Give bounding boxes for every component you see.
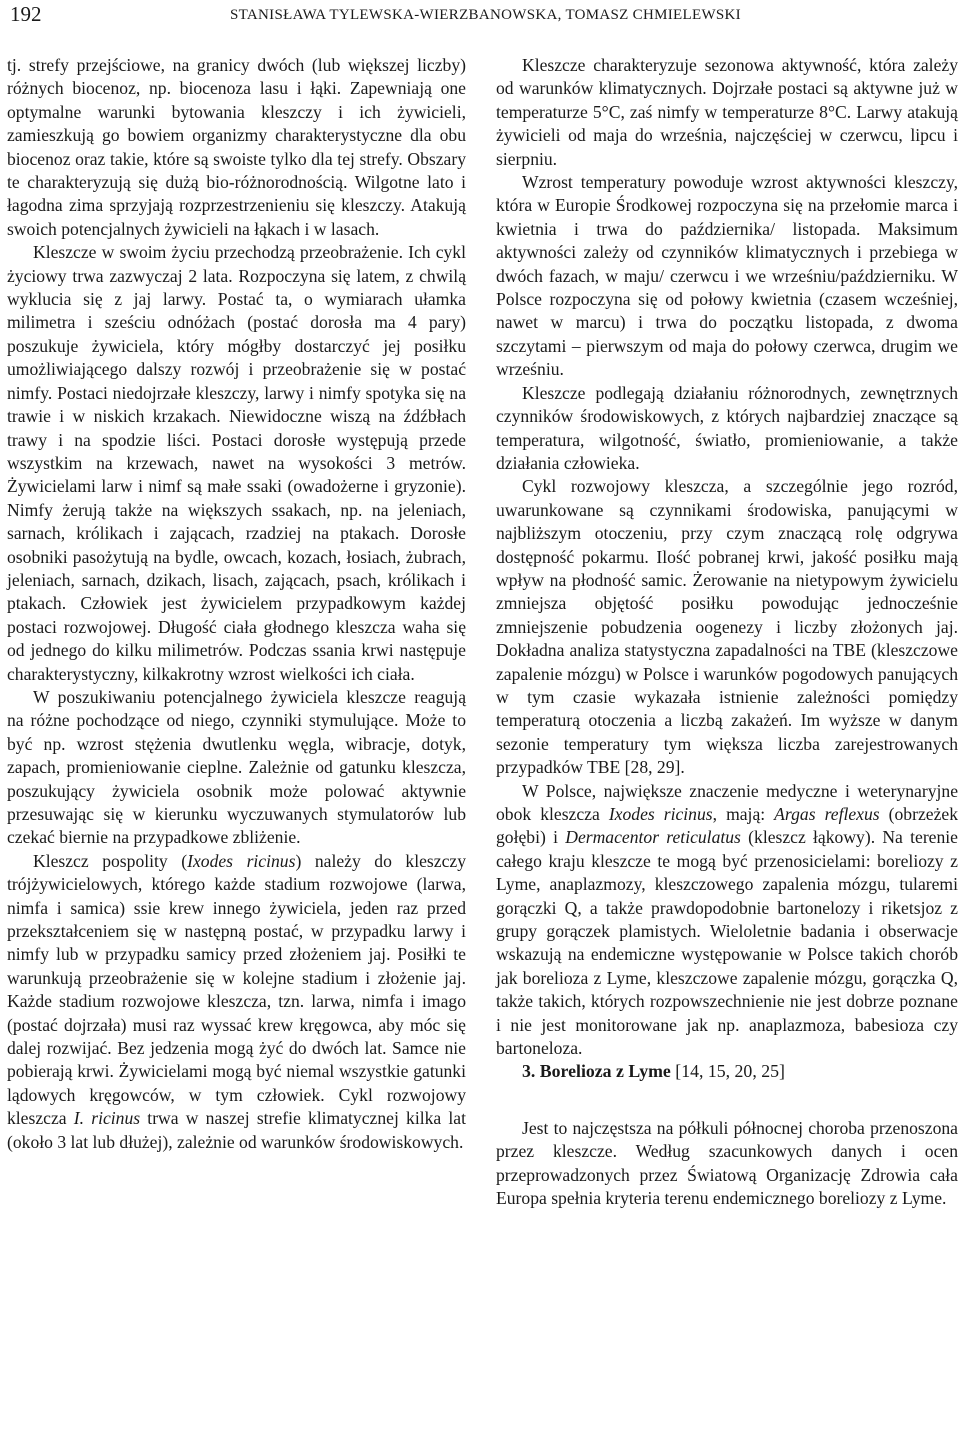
text-run: trwa w naszej strefie klimatycznej kilka lat (około 3 lat lub dłużej), zależnie od warunków środowiskowych. — [7, 1108, 466, 1152]
species-name: I. ricinus — [73, 1108, 141, 1129]
page-header — [0, 0, 960, 36]
paragraph — [496, 780, 958, 1061]
right-column — [496, 54, 958, 1211]
species-name: Dermacentor reticulatus — [565, 827, 741, 848]
paragraph: Kleszcze podlegają działaniu różnorodnych, zewnętrznych czynników środowiskowych, z których najbardziej znaczące są temperatura, wilgotność, światło, promieniowanie, a także działania człowieka. — [496, 382, 958, 473]
left-column — [7, 54, 466, 1154]
paragraph: Cykl rozwojowy kleszcza, a szczególnie jego rozród, uwarunkowane są czynnikami środowiska, panującymi w najbliższym otoczeniu, przy czym znaczącą rolę odgrywa dostępność pokarmu. Ilość pobranej krwi, jakość posiłku mają wpływ na płodność samic. Żerowanie na nietypowym żywicielu zmniejsza objętość posiłku powodując jednocześnie zmniejszenie pobudzenia oogenezy i liczby złożonych jaj. Dokładna analiza statystyczna zapadalności na TBE (kleszczowe zapalenie mózgu) w Polsce i warunków pogodowych panujących w tym czasie wykazała istnienie zależności pomiędzy temperaturą otoczenia a liczbą zakażeń. Im wyższe w danym sezonie temperatury tym większa liczba zarejestrowanych przypadków TBE [28, 29]. — [496, 476, 958, 778]
paragraph: Kleszcze charakteryzuje sezonowa aktywność, która zależy od warunków klimatycznych. Dojrzałe postaci są aktywne już w temperaturze 5°C, zaś nimfy w temperaturze 8°C. Larwy atakują żywicieli od maja do września, najczęściej w czerwcu, lipcu i sierpniu. — [496, 55, 958, 169]
species-name: Argas reflexus — [774, 804, 880, 824]
page-number: 192 — [10, 2, 42, 26]
section-references: [14, 15, 20, 25] — [675, 1061, 785, 1082]
text-run: ) należy do kleszczy trójżywicielowych, którego każde stadium rozwojowe (larwa, nimfa i samica) ssie krew innego żywiciela, jeden raz przed przekształceniem się w następną postać, w przypadku larwy i nimfy lub w przypadku samicy przed złożeniem jaj. Posiłki te warunkują przeobrażenie się w kolejne stadium i złożenie jaj. Każde stadium rozwojowe kleszcza, tzn. larwa, nimfa i imago (postać dojrzała) musi raz wyssać krew kręgowca, aby móc się dalej rozwijać. Bez jedzenia mogą żyć do dwóch lat. Samce nie pobierają krwi. Żywicielami mogą być niemal wszystkie gatunki lądowych kręgowców, w tym człowiek. Cykl rozwojowy kleszcza — [7, 850, 466, 1129]
text-run: Kleszcz pospolity ( — [33, 850, 188, 871]
paragraph: Wzrost temperatury powoduje wzrost aktywności kleszczy, która w Europie Środkowej rozpoczyna się na przełomie marca i kwietnia i trwa do października/ listopada. Maksimum aktywności zależy od czynników klimatycznych i przebiega w dwóch fazach, w maju/ czerwcu i we wrześniu/październiku. W Polsce rozpoczyna się od połowy kwietnia (czasem wcześniej, nawet w marcu) i trwa do początku listopada, z dwoma szczytami – pierwszym od maja do połowy czerwca, drugim we wrześniu. — [496, 172, 958, 380]
section-title: Borelioza z Lyme — [539, 1061, 671, 1082]
paragraph: W poszukiwaniu potencjalnego żywiciela kleszcze reagują na różne pochodzące od niego, czynniki stymulujące. Może to być np. wzrost stężenia dwutlenku węgla, wibracje, dotyk, zapach, promieniowanie cieplne. Zależnie od gatunku kleszcza, poszukujący żywiciela osobnik może polować aktywnie przesuwając się w kierunku wyczuwanych stymulatorów lub czekać biernie na przypadkowe zbliżenie. — [7, 686, 466, 848]
paragraph: tj. strefy przejściowe, na granicy dwóch (lub większej liczby) różnych biocenoz, np. biocenoza lasu i łąki. Zapewniają one optymalne warunki bytowania kleszczy i ich żywicieli, zamieszkują go bowiem organizmy charakterystyczne dla obu biocenoz oraz takie, które są swoiste tylko dla tej strefy. Obszary te charakteryzują się dużą bio-różnorodnością. Wilgotne lato i łagodna zima sprzyjają rozprzestrzenieniu się kleszczy. Atakują swoich potencjalnych żywicieli na łąkach i w lasach. — [7, 55, 466, 239]
running-head-authors: STANISŁAWA TYLEWSKA-WIERZBANOWSKA, TOMASZ CHMIELEWSKI — [230, 7, 741, 23]
paragraph: Jest to najczęstsza na półkuli północnej choroba przenoszona przez kleszcze. Według szacunkowych danych i ocen przeprowadzonych przez Światową Organizację Zdrowia cała Europa spełnia kryteria terenu endemicznego boreliozy z Lyme. — [496, 1117, 958, 1209]
species-name: Ixodes ricinus — [187, 850, 296, 871]
text-run: (kleszcz łąkowy). Na terenie całego kraju kleszcze te mogą być przenosicielami: boreliozy z Lyme, anaplazmozy, kleszczowego zapalenia mózgu, tularemi gorączki Q, a także prawdopodobnie bartonelozy i riketsjoz z grupy gorączek plamistych. Wieloletnie badania i obserwacje wskazują na endemiczne występowanie w Polsce takich chorób jak borelioza z Lyme, kleszczowe zapalenie mózgu, gorączka Q, także takich, których rozpowszechnienie nie jest dobrze poznane i nie jest monitorowane jak np. anaplazmoza, babesioza czy bartoneloza. — [496, 827, 958, 1059]
section-number: 3. — [522, 1061, 536, 1082]
species-name: Ixodes ricinus — [608, 804, 713, 824]
text-run: , mają: — [712, 804, 775, 824]
paragraph: Kleszcze w swoim życiu przechodzą przeobrażenie. Ich cykl życiowy trwa zazwyczaj 2 lata. Rozpoczyna się latem, z chwilą wyklucia się z jaj larwy. Postać ta, o wymiarach ułamka milimetra i sześciu odnóżach (postać dorosła ma 4 pary) poszukuje żywiciela, który mógłby dostarczyć jej posiłku umożliwiającego dalszy rozwój i przeobrażenie się w postać nimfy. Postaci niedojrzałe kleszczy, larwy i nimfy spotyka się na trawie i w niskich krzakach. Niewidoczne wiszą na źdźbłach trawy i na spodzie liści. Postaci dorosłe występują przede wszystkim na krzewach, nawet na wysokości 3 metrów. Żywicielami larw i nimf są małe ssaki (owadożerne i gryzonie). Nimfy żerują także na większych ssakach, np. na jeleniach, sarnach, królikach i zającach, rzadziej na ptakach. Dorosłe osobniki pasożytują na bydle, owcach, kozach, łosiach, żubrach, jeleniach, sarnach, dzikach, lisach, zającach, psach, królikach i ptakach. Człowiek jest żywicielem przypadkowym każdej postaci rozwojowej. Długość ciała głodnego kleszcza waha się od jednego do kilku milimetrów. Podczas ssania krwi następuje charakterystyczny, kilkakrotny wzrost wielkości ich ciała. — [7, 242, 466, 684]
text-run: (obrzeżek gołębi) i — [496, 804, 958, 848]
text-run: W Polsce, największe znaczenie medyczne i weterynaryjne obok kleszcza — [496, 780, 958, 824]
section-heading — [496, 1060, 958, 1083]
paragraph — [7, 850, 466, 1154]
